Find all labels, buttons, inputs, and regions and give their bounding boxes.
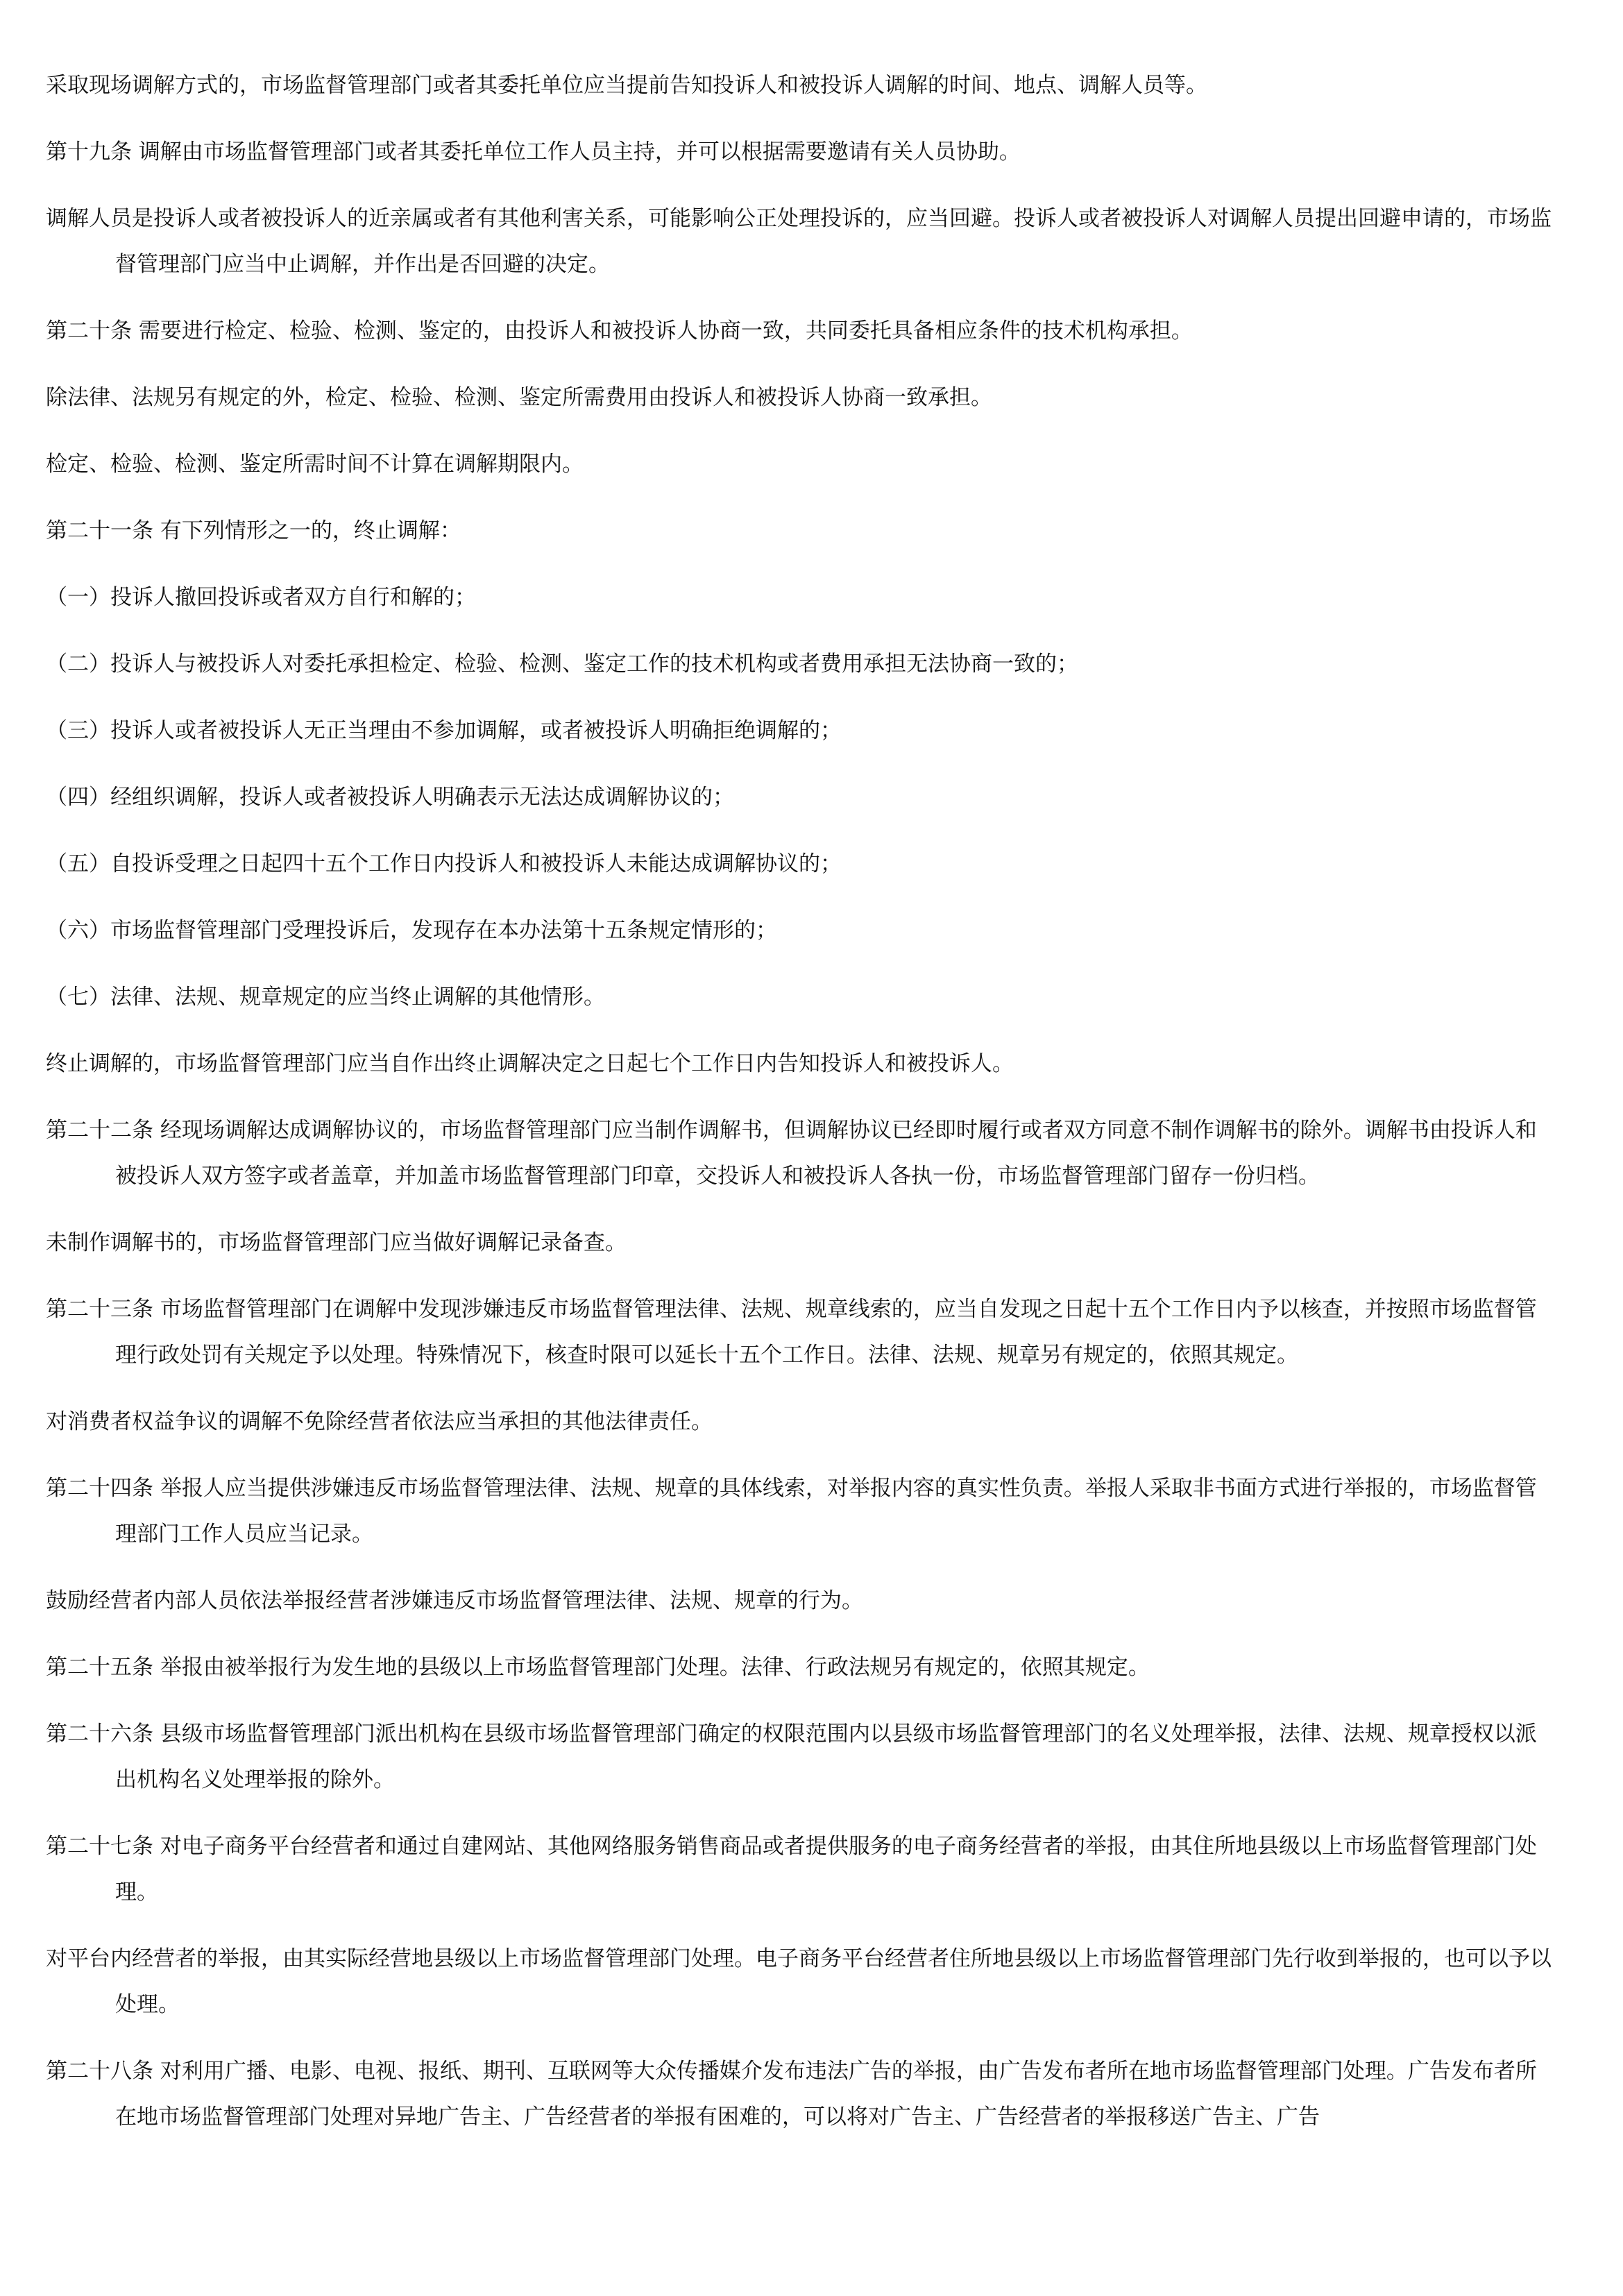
- paragraph: 第二十七条 对电子商务平台经营者和通过自建网站、其他网络服务销售商品或者提供服务的电子商务经营者的举报，由其住所地县级以上市场监督管理部门处理。: [46, 1834, 1537, 1905]
- paragraph: （一）投诉人撤回投诉或者双方自行和解的；: [46, 585, 476, 610]
- paragraph: 第二十条 需要进行检定、检验、检测、鉴定的，由投诉人和被投诉人协商一致，共同委托具备相应条件的技术机构承担。: [46, 318, 1193, 343]
- paragraph: 第二十八条 对利用广播、电影、电视、报纸、期刊、互联网等大众传播媒介发布违法广告的举报，由广告发布者所在地市场监督管理部门处理。广告发布者所在地市场监督管理部门处理对异地广告主、广告经营者的举报有困难的，可以将对广告主、广告经营者的举报移送广告主、广告: [46, 2059, 1537, 2129]
- paragraph: 调解人员是投诉人或者被投诉人的近亲属或者有其他利害关系，可能影响公正处理投诉的，应当回避。投诉人或者被投诉人对调解人员提出回避申请的，市场监督管理部门应当中止调解，并作出是否回避的决定。: [46, 206, 1552, 277]
- paragraph: 未制作调解书的，市场监督管理部门应当做好调解记录备查。: [46, 1230, 627, 1255]
- paragraph: 对平台内经营者的举报，由其实际经营地县级以上市场监督管理部门处理。电子商务平台经营者住所地县级以上市场监督管理部门先行收到举报的，也可以予以处理。: [46, 1946, 1552, 2017]
- paragraph: （四）经组织调解，投诉人或者被投诉人明确表示无法达成调解协议的；: [46, 785, 734, 810]
- paragraph: （七）法律、法规、规章规定的应当终止调解的其他情形。: [46, 985, 605, 1010]
- paragraph: （三）投诉人或者被投诉人无正当理由不参加调解，或者被投诉人明确拒绝调解的；: [46, 718, 842, 743]
- paragraph: 采取现场调解方式的，市场监督管理部门或者其委托单位应当提前告知投诉人和被投诉人调解的时间、地点、调解人员等。: [46, 73, 1207, 98]
- paragraph: 检定、检验、检测、鉴定所需时间不计算在调解期限内。: [46, 452, 584, 477]
- paragraph: 第十九条 调解由市场监督管理部门或者其委托单位工作人员主持，并可以根据需要邀请有关人员协助。: [46, 139, 1021, 164]
- paragraph: 第二十一条 有下列情形之一的，终止调解：: [46, 518, 461, 543]
- paragraph: 第二十四条 举报人应当提供涉嫌违反市场监督管理法律、法规、规章的具体线索，对举报内容的真实性负责。举报人采取非书面方式进行举报的，市场监督管理部门工作人员应当记录。: [46, 1476, 1537, 1547]
- paragraph: 对消费者权益争议的调解不免除经营者依法应当承担的其他法律责任。: [46, 1409, 713, 1434]
- paragraph: 除法律、法规另有规定的外，检定、检验、检测、鉴定所需费用由投诉人和被投诉人协商一致承担。: [46, 385, 992, 410]
- paragraph: （五）自投诉受理之日起四十五个工作日内投诉人和被投诉人未能达成调解协议的；: [46, 851, 842, 876]
- paragraph: 鼓励经营者内部人员依法举报经营者涉嫌违反市场监督管理法律、法规、规章的行为。: [46, 1588, 863, 1613]
- paragraph: 第二十六条 县级市场监督管理部门派出机构在县级市场监督管理部门确定的权限范围内以县级市场监督管理部门的名义处理举报，法律、法规、规章授权以派出机构名义处理举报的除外。: [46, 1721, 1537, 1792]
- paragraph: （六）市场监督管理部门受理投诉后，发现存在本办法第十五条规定情形的；: [46, 918, 777, 943]
- paragraph: 第二十三条 市场监督管理部门在调解中发现涉嫌违反市场监督管理法律、法规、规章线索的，应当自发现之日起十五个工作日内予以核查，并按照市场监督管理行政处罚有关规定予以处理。特殊情况下，核查时限可以延长十五个工作日。法律、法规、规章另有规定的，依照其规定。: [46, 1297, 1537, 1368]
- paragraph: （二）投诉人与被投诉人对委托承担检定、检验、检测、鉴定工作的技术机构或者费用承担无法协商一致的；: [46, 652, 1078, 677]
- paragraph: 终止调解的，市场监督管理部门应当自作出终止调解决定之日起七个工作日内告知投诉人和被投诉人。: [46, 1051, 1014, 1076]
- paragraph: 第二十五条 举报由被举报行为发生地的县级以上市场监督管理部门处理。法律、行政法规另有规定的，依照其规定。: [46, 1655, 1150, 1680]
- paragraph: 第二十二条 经现场调解达成调解协议的，市场监督管理部门应当制作调解书，但调解协议已经即时履行或者双方同意不制作调解书的除外。调解书由投诉人和被投诉人双方签字或者盖章，并加盖市场监督管理部门印章，交投诉人和被投诉人各执一份，市场监督管理部门留存一份归档。: [46, 1118, 1537, 1189]
